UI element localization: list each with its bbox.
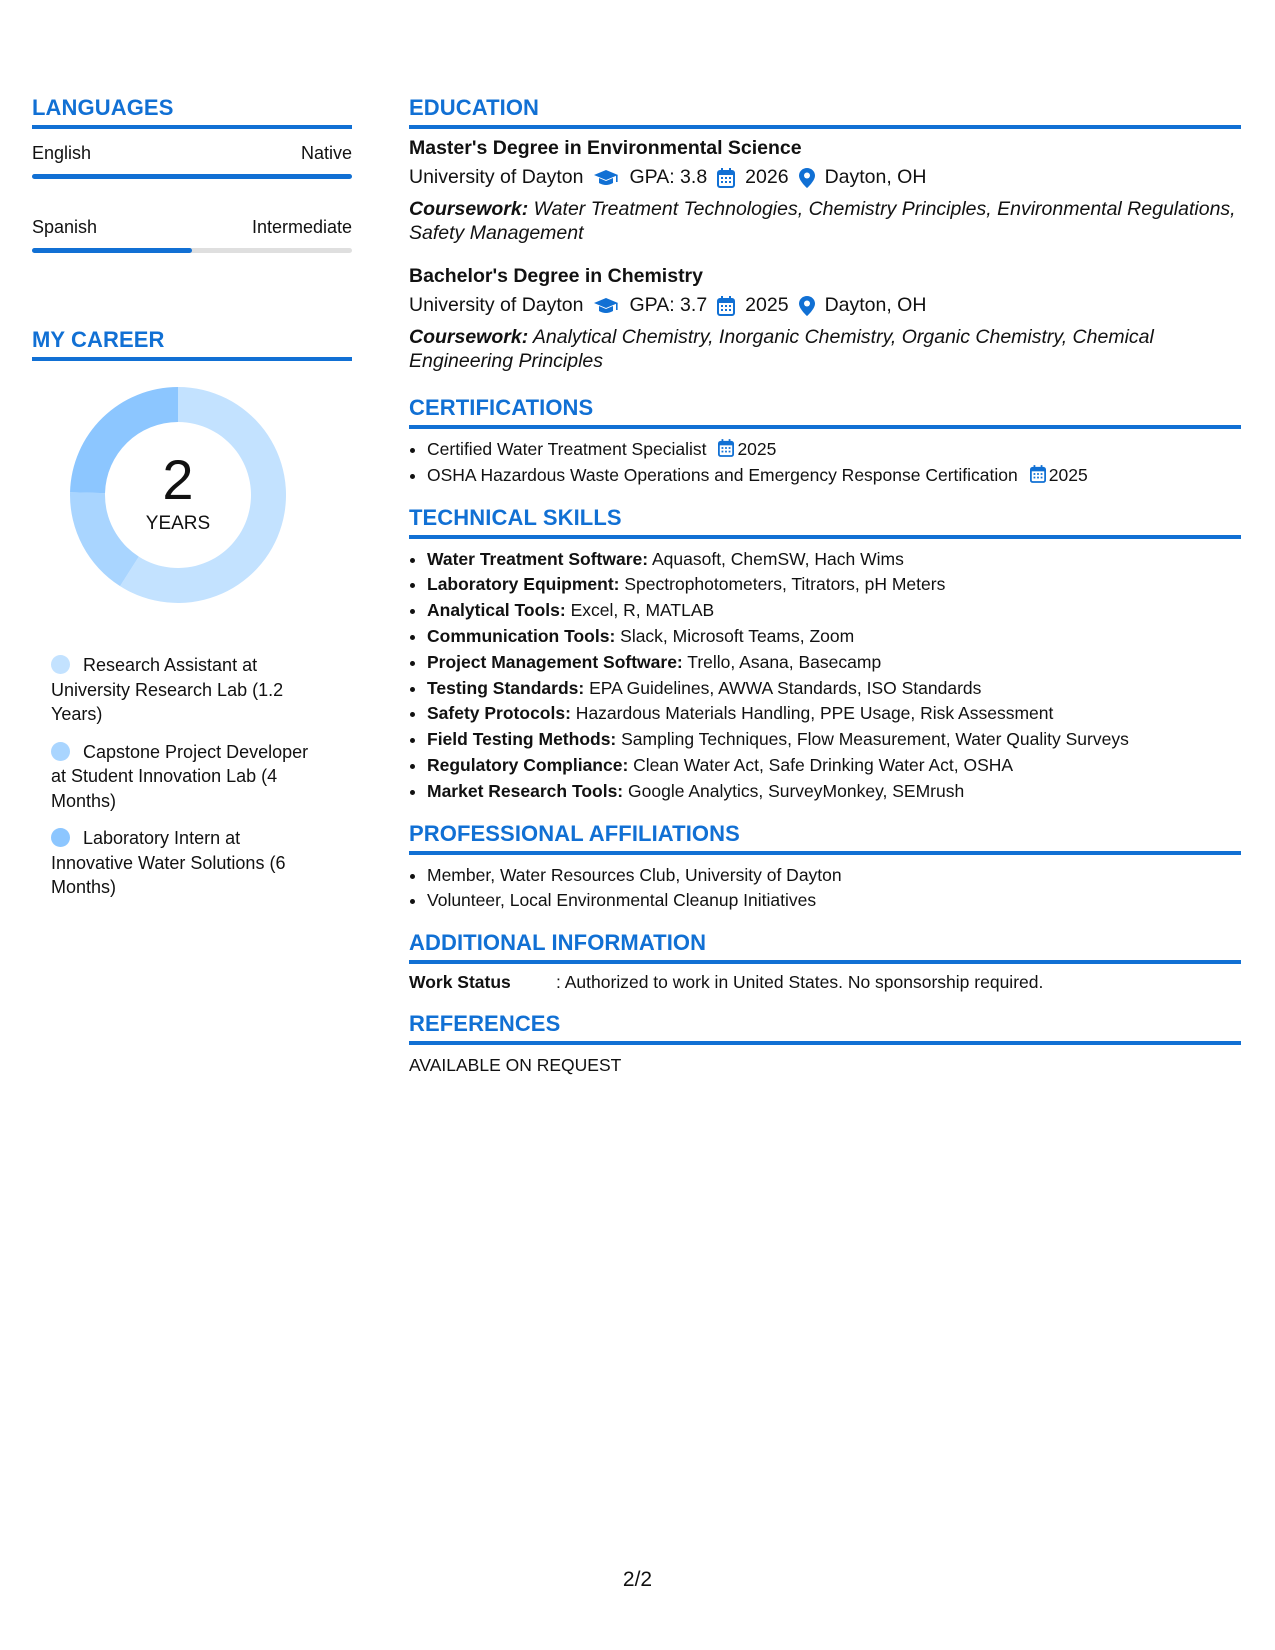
left-column bbox=[32, 95, 352, 913]
coursework-text: Analytical Chemistry, Inorganic Chemistry, Organic Chemistry, Chemical Engineering Principles bbox=[409, 326, 1154, 372]
location-pin-icon bbox=[799, 168, 815, 188]
language-proficiency-fill bbox=[32, 248, 192, 253]
graduation-cap-icon bbox=[593, 297, 619, 315]
language-name: Spanish bbox=[32, 217, 98, 237]
certification-year: 2025 bbox=[737, 439, 777, 459]
career-legend-item bbox=[51, 653, 321, 727]
skill-item bbox=[427, 701, 1241, 727]
affiliation-item: • Member, Water Resources Club, University of Dayton bbox=[427, 863, 1241, 889]
skill-label: Project Management Software: bbox=[427, 651, 683, 672]
location-pin-icon bbox=[799, 296, 815, 316]
certification-year: 2025 bbox=[1048, 464, 1088, 485]
skill-value: Trello, Asana, Basecamp bbox=[682, 651, 882, 672]
skill-label: Safety Protocols: bbox=[427, 703, 571, 724]
skill-label: Regulatory Compliance: bbox=[427, 754, 629, 775]
languages-heading: LANGUAGES bbox=[32, 95, 352, 129]
calendar-icon bbox=[1030, 465, 1046, 483]
career-legend-item bbox=[51, 826, 321, 900]
career-item-label: Laboratory Intern at Innovative Water Solutions (6 Months) bbox=[51, 828, 286, 897]
degree-coursework bbox=[409, 325, 1241, 373]
skill-item bbox=[427, 547, 1241, 573]
career-legend-item bbox=[51, 740, 321, 814]
degree-title: Bachelor's Degree in Chemistry bbox=[409, 265, 703, 287]
skill-value: EPA Guidelines, AWWA Standards, ISO Standards bbox=[584, 677, 982, 698]
skill-value: Aquasoft, ChemSW, Hach Wims bbox=[648, 548, 904, 569]
graduation-cap-icon bbox=[593, 169, 619, 187]
page-number: 2/2 bbox=[622, 1568, 653, 1591]
skill-item bbox=[427, 779, 1241, 805]
skill-item bbox=[427, 572, 1241, 598]
skill-item bbox=[427, 753, 1241, 779]
work-status-label: Work Status bbox=[409, 972, 511, 993]
language-proficiency-bar bbox=[32, 248, 352, 253]
skill-value: Google Analytics, SurveyMonkey, SEMrush bbox=[623, 780, 965, 801]
skill-label: Laboratory Equipment: bbox=[427, 574, 620, 595]
degree-location: Dayton, OH bbox=[824, 294, 927, 316]
degree-meta bbox=[409, 166, 1241, 189]
skill-label: Testing Standards: bbox=[427, 677, 585, 698]
degree-meta bbox=[409, 294, 1241, 317]
skill-value: Clean Water Act, Safe Drinking Water Act, OSHA bbox=[628, 754, 1014, 775]
additional-info-heading: ADDITIONAL INFORMATION bbox=[409, 930, 1241, 964]
certification-item bbox=[427, 437, 1241, 463]
skill-value: Spectrophotometers, Titrators, pH Meters bbox=[619, 574, 946, 595]
degree-title: Master's Degree in Environmental Science bbox=[409, 137, 802, 159]
skill-value: Slack, Microsoft Teams, Zoom bbox=[615, 625, 855, 646]
skills-list bbox=[409, 547, 1241, 805]
degree-year: 2025 bbox=[745, 294, 789, 316]
skill-label: Water Treatment Software: bbox=[427, 548, 649, 569]
references-heading: REFERENCES bbox=[409, 1011, 1241, 1045]
skill-item bbox=[427, 624, 1241, 650]
skill-item bbox=[427, 676, 1241, 702]
skill-value: Excel, R, MATLAB bbox=[565, 600, 715, 621]
calendar-icon bbox=[717, 296, 735, 316]
affiliations-heading: PROFESSIONAL AFFILIATIONS bbox=[409, 821, 1241, 855]
legend-dot bbox=[51, 655, 70, 674]
legend-dot bbox=[51, 828, 70, 847]
references-text: AVAILABLE ON REQUEST bbox=[409, 1055, 622, 1076]
language-proficiency-fill bbox=[32, 174, 352, 179]
certifications-list bbox=[409, 437, 1241, 489]
coursework-text: Water Treatment Technologies, Chemistry Principles, Environmental Regulations, Safety Management bbox=[409, 198, 1236, 244]
career-item-label: Capstone Project Developer at Student Innovation Lab (4 Months) bbox=[51, 741, 309, 811]
skill-label: Communication Tools: bbox=[427, 625, 616, 646]
language-proficiency-bar bbox=[32, 174, 352, 179]
degree-year: 2026 bbox=[745, 166, 789, 188]
skill-label: Analytical Tools: bbox=[427, 600, 566, 621]
skill-item bbox=[427, 650, 1241, 676]
degree-school: University of Dayton bbox=[409, 294, 584, 316]
coursework-label: Coursework: bbox=[409, 198, 529, 220]
degree-gpa: GPA: 3.8 bbox=[629, 166, 708, 188]
coursework-label: Coursework: bbox=[409, 326, 529, 348]
education-heading: EDUCATION bbox=[409, 95, 1241, 129]
career-total bbox=[66, 448, 290, 535]
career-total-number: 2 bbox=[162, 448, 194, 511]
degree-gpa: GPA: 3.7 bbox=[629, 294, 708, 316]
skills-heading: TECHNICAL SKILLS bbox=[409, 505, 1241, 539]
skill-value: Hazardous Materials Handling, PPE Usage, Risk Assessment bbox=[570, 703, 1054, 724]
career-legend bbox=[32, 653, 352, 900]
affiliations-list bbox=[409, 863, 1241, 915]
work-status-value: : Authorized to work in United States. No sponsorship required. bbox=[556, 972, 1044, 993]
certification-name: OSHA Hazardous Waste Operations and Emergency Response Certification bbox=[427, 464, 1018, 485]
language-item bbox=[32, 143, 352, 179]
language-level: Native bbox=[300, 143, 352, 163]
career-heading: MY CAREER bbox=[32, 327, 352, 361]
language-level: Intermediate bbox=[251, 217, 352, 237]
skill-item bbox=[427, 598, 1241, 624]
legend-dot bbox=[51, 742, 70, 761]
work-status-row bbox=[409, 972, 1241, 993]
certification-name: Certified Water Treatment Specialist bbox=[427, 439, 707, 459]
skill-value: Sampling Techniques, Flow Measurement, Water Quality Surveys bbox=[616, 729, 1129, 750]
affiliation-item: • Volunteer, Local Environmental Cleanup Initiatives bbox=[427, 888, 1241, 914]
degree-school: University of Dayton bbox=[409, 166, 584, 188]
skill-item bbox=[427, 727, 1241, 753]
certification-item bbox=[427, 463, 1241, 489]
calendar-icon bbox=[718, 439, 734, 457]
degree-entry bbox=[409, 265, 1241, 373]
certifications-heading: CERTIFICATIONS bbox=[409, 395, 1241, 429]
skill-label: Field Testing Methods: bbox=[427, 729, 617, 750]
right-column bbox=[409, 95, 1241, 1076]
calendar-icon bbox=[717, 168, 735, 188]
career-total-unit: YEARS bbox=[145, 513, 211, 534]
language-name: English bbox=[32, 143, 92, 163]
degree-entry bbox=[409, 137, 1241, 245]
degree-location: Dayton, OH bbox=[824, 166, 927, 188]
career-item-label: Research Assistant at University Research Lab (1.2 Years) bbox=[51, 655, 284, 724]
language-item bbox=[32, 217, 352, 253]
degree-coursework bbox=[409, 197, 1241, 245]
skill-label: Market Research Tools: bbox=[427, 780, 624, 801]
career-donut-chart bbox=[32, 383, 352, 623]
